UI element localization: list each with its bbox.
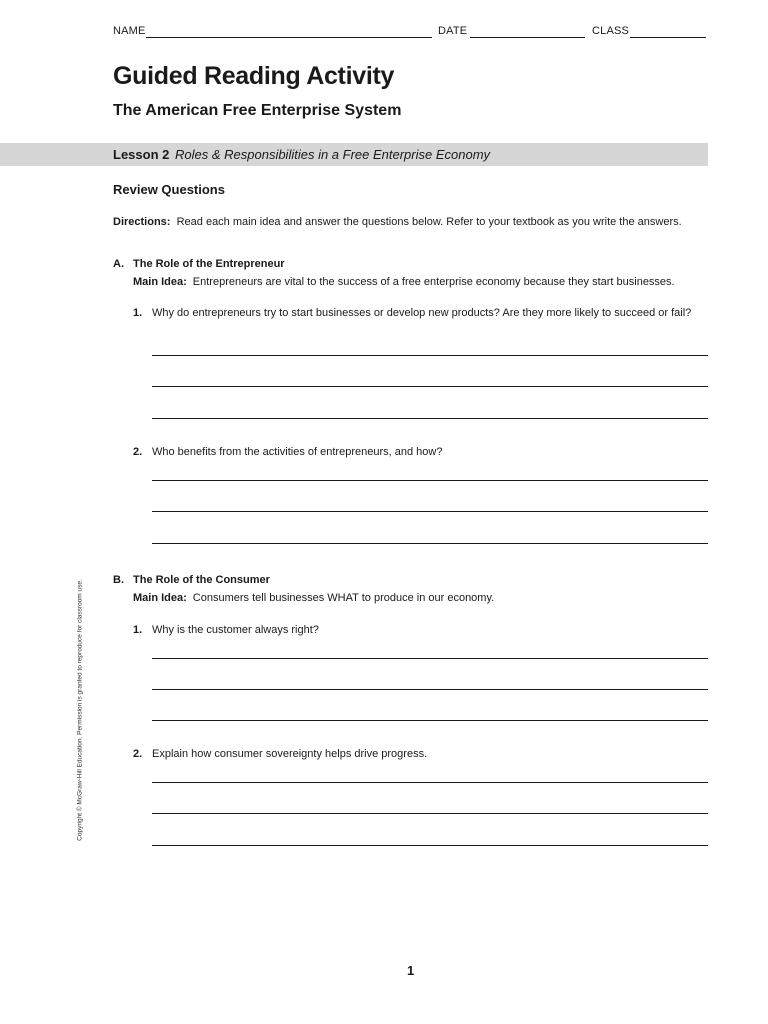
- question-b2-number: 2.: [133, 748, 143, 760]
- main-idea-text: Entrepreneurs are vital to the success of a free enterprise economy because they start businesses.: [192, 276, 675, 288]
- section-b-heading: The Role of the Consumer: [133, 574, 270, 586]
- answer-line-a1-3[interactable]: [152, 418, 708, 419]
- date-label: DATE: [438, 25, 468, 37]
- answer-line-b1-1[interactable]: [152, 658, 708, 659]
- section-b-letter: B.: [113, 574, 124, 586]
- answer-line-a1-2[interactable]: [152, 386, 708, 387]
- copyright-notice: Copyright © McGraw-Hill Education. Permission is granted to reproduce for classroom use.: [76, 579, 84, 841]
- answer-line-a2-3[interactable]: [152, 543, 708, 544]
- section-a-letter: A.: [113, 258, 124, 270]
- name-field-line[interactable]: [146, 37, 432, 38]
- answer-line-a2-1[interactable]: [152, 480, 708, 481]
- answer-line-b1-3[interactable]: [152, 720, 708, 721]
- question-b2-text: Explain how consumer sovereignty helps drive progress.: [152, 748, 428, 760]
- answer-line-b1-2[interactable]: [152, 689, 708, 690]
- review-heading: Review Questions: [113, 182, 225, 197]
- main-idea-label: Main Idea:: [133, 276, 187, 288]
- class-field-line[interactable]: [630, 37, 706, 38]
- question-a1-text: Why do entrepreneurs try to start businesses or develop new products? Are they more likely to succeed or fail?: [152, 307, 692, 319]
- answer-line-a1-1[interactable]: [152, 355, 708, 356]
- directions-text: Read each main idea and answer the questions below. Refer to your textbook as you write the answers.: [176, 216, 682, 228]
- lesson-title: Roles & Responsibilities in a Free Enterprise Economy: [175, 147, 491, 162]
- answer-line-b2-2[interactable]: [152, 813, 708, 814]
- question-b1-number: 1.: [133, 624, 143, 636]
- lesson-number: Lesson 2: [113, 147, 170, 162]
- directions: [113, 214, 703, 230]
- section-a-main-idea: [133, 276, 675, 288]
- answer-line-a2-2[interactable]: [152, 511, 708, 512]
- directions-label: Directions:: [113, 216, 171, 228]
- date-field-line[interactable]: [470, 37, 585, 38]
- section-b-main-idea: [133, 592, 494, 604]
- question-a2-text: Who benefits from the activities of entrepreneurs, and how?: [152, 446, 443, 458]
- section-a-heading: The Role of the Entrepreneur: [133, 258, 285, 270]
- answer-line-b2-1[interactable]: [152, 782, 708, 783]
- answer-line-b2-3[interactable]: [152, 845, 708, 846]
- page-title: Guided Reading Activity: [113, 62, 395, 90]
- main-idea-label: Main Idea:: [133, 592, 187, 604]
- question-a1-number: 1.: [133, 307, 143, 319]
- name-label: NAME: [113, 25, 146, 37]
- page-number: 1: [407, 963, 415, 978]
- question-a2-number: 2.: [133, 446, 143, 458]
- main-idea-text: Consumers tell businesses WHAT to produce in our economy.: [192, 592, 495, 604]
- question-b1-text: Why is the customer always right?: [152, 624, 319, 636]
- page-subtitle: The American Free Enterprise System: [113, 102, 402, 119]
- class-label: CLASS: [592, 25, 630, 37]
